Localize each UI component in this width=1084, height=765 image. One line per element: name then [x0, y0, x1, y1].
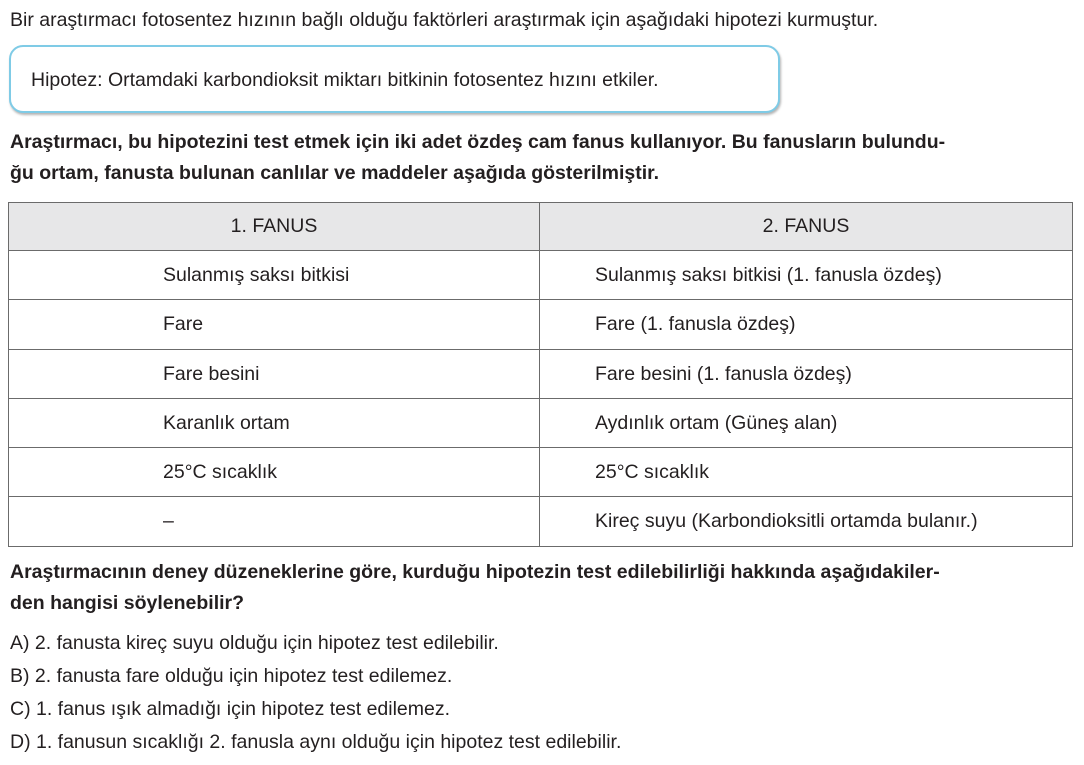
- table-cell-fanus-2: Fare (1. fanusla özdeş): [540, 300, 1073, 350]
- setup-line-1: Araştırmacı, bu hipotezini test etmek için iki adet özdeş cam fanus kullanıyor. Bu fanusların bulundu-: [10, 131, 946, 153]
- question-line-2: den hangisi söylenebilir?: [10, 592, 245, 614]
- option-a[interactable]: A) 2. fanusta kireç suyu olduğu için hipotez test edilebilir.: [10, 632, 499, 654]
- hypothesis-box: [9, 45, 780, 113]
- option-b[interactable]: B) 2. fanusta fare olduğu için hipotez test edilemez.: [10, 665, 453, 687]
- answer-options: [10, 630, 621, 762]
- header-fanus-1: 1. FANUS: [9, 203, 540, 251]
- intro-text: Bir araştırmacı fotosentez hızının bağlı olduğu faktörleri araştırmak için aşağıdaki hipotezi kurmuştur.: [10, 9, 879, 31]
- table-row: [9, 350, 1073, 399]
- setup-paragraph: [10, 127, 1074, 189]
- header-fanus-2: 2. FANUS: [540, 203, 1073, 251]
- table-row: [9, 399, 1073, 448]
- question-paragraph: [10, 557, 1074, 619]
- table-cell-fanus-2: Sulanmış saksı bitkisi (1. fanusla özdeş): [540, 251, 1073, 300]
- table-row: [9, 300, 1073, 350]
- table-row: [9, 251, 1073, 300]
- hypothesis-text: Hipotez: Ortamdaki karbondioksit miktarı bitkinin fotosentez hızını etkiler.: [31, 69, 659, 91]
- table-cell-fanus-2: Aydınlık ortam (Güneş alan): [540, 399, 1073, 448]
- table-cell-fanus-1: –: [9, 497, 540, 547]
- table-cell-fanus-1: 25°C sıcaklık: [9, 448, 540, 497]
- table-cell-fanus-2: Kireç suyu (Karbondioksitli ortamda bulanır.): [540, 497, 1073, 547]
- setup-line-2: ğu ortam, fanusta bulunan canlılar ve maddeler aşağıda gösterilmiştir.: [10, 162, 660, 184]
- table-cell-fanus-1: Fare besini: [9, 350, 540, 399]
- option-d[interactable]: D) 1. fanusun sıcaklığı 2. fanusla aynı olduğu için hipotez test edilebilir.: [10, 731, 622, 753]
- table-header-row: [9, 203, 1073, 251]
- table-cell-fanus-2: 25°C sıcaklık: [540, 448, 1073, 497]
- option-c[interactable]: C) 1. fanus ışık almadığı için hipotez test edilemez.: [10, 698, 451, 720]
- question-line-1: Araştırmacının deney düzeneklerine göre, kurduğu hipotezin test edilebilirliği hakkında aşağıdakiler-: [10, 561, 940, 583]
- table-cell-fanus-2: Fare besini (1. fanusla özdeş): [540, 350, 1073, 399]
- table-cell-fanus-1: Karanlık ortam: [9, 399, 540, 448]
- table-cell-fanus-1: Sulanmış saksı bitkisi: [9, 251, 540, 300]
- table-row: [9, 448, 1073, 497]
- table-cell-fanus-1: Fare: [9, 300, 540, 350]
- fanus-table: [8, 202, 1073, 547]
- table-row: [9, 497, 1073, 547]
